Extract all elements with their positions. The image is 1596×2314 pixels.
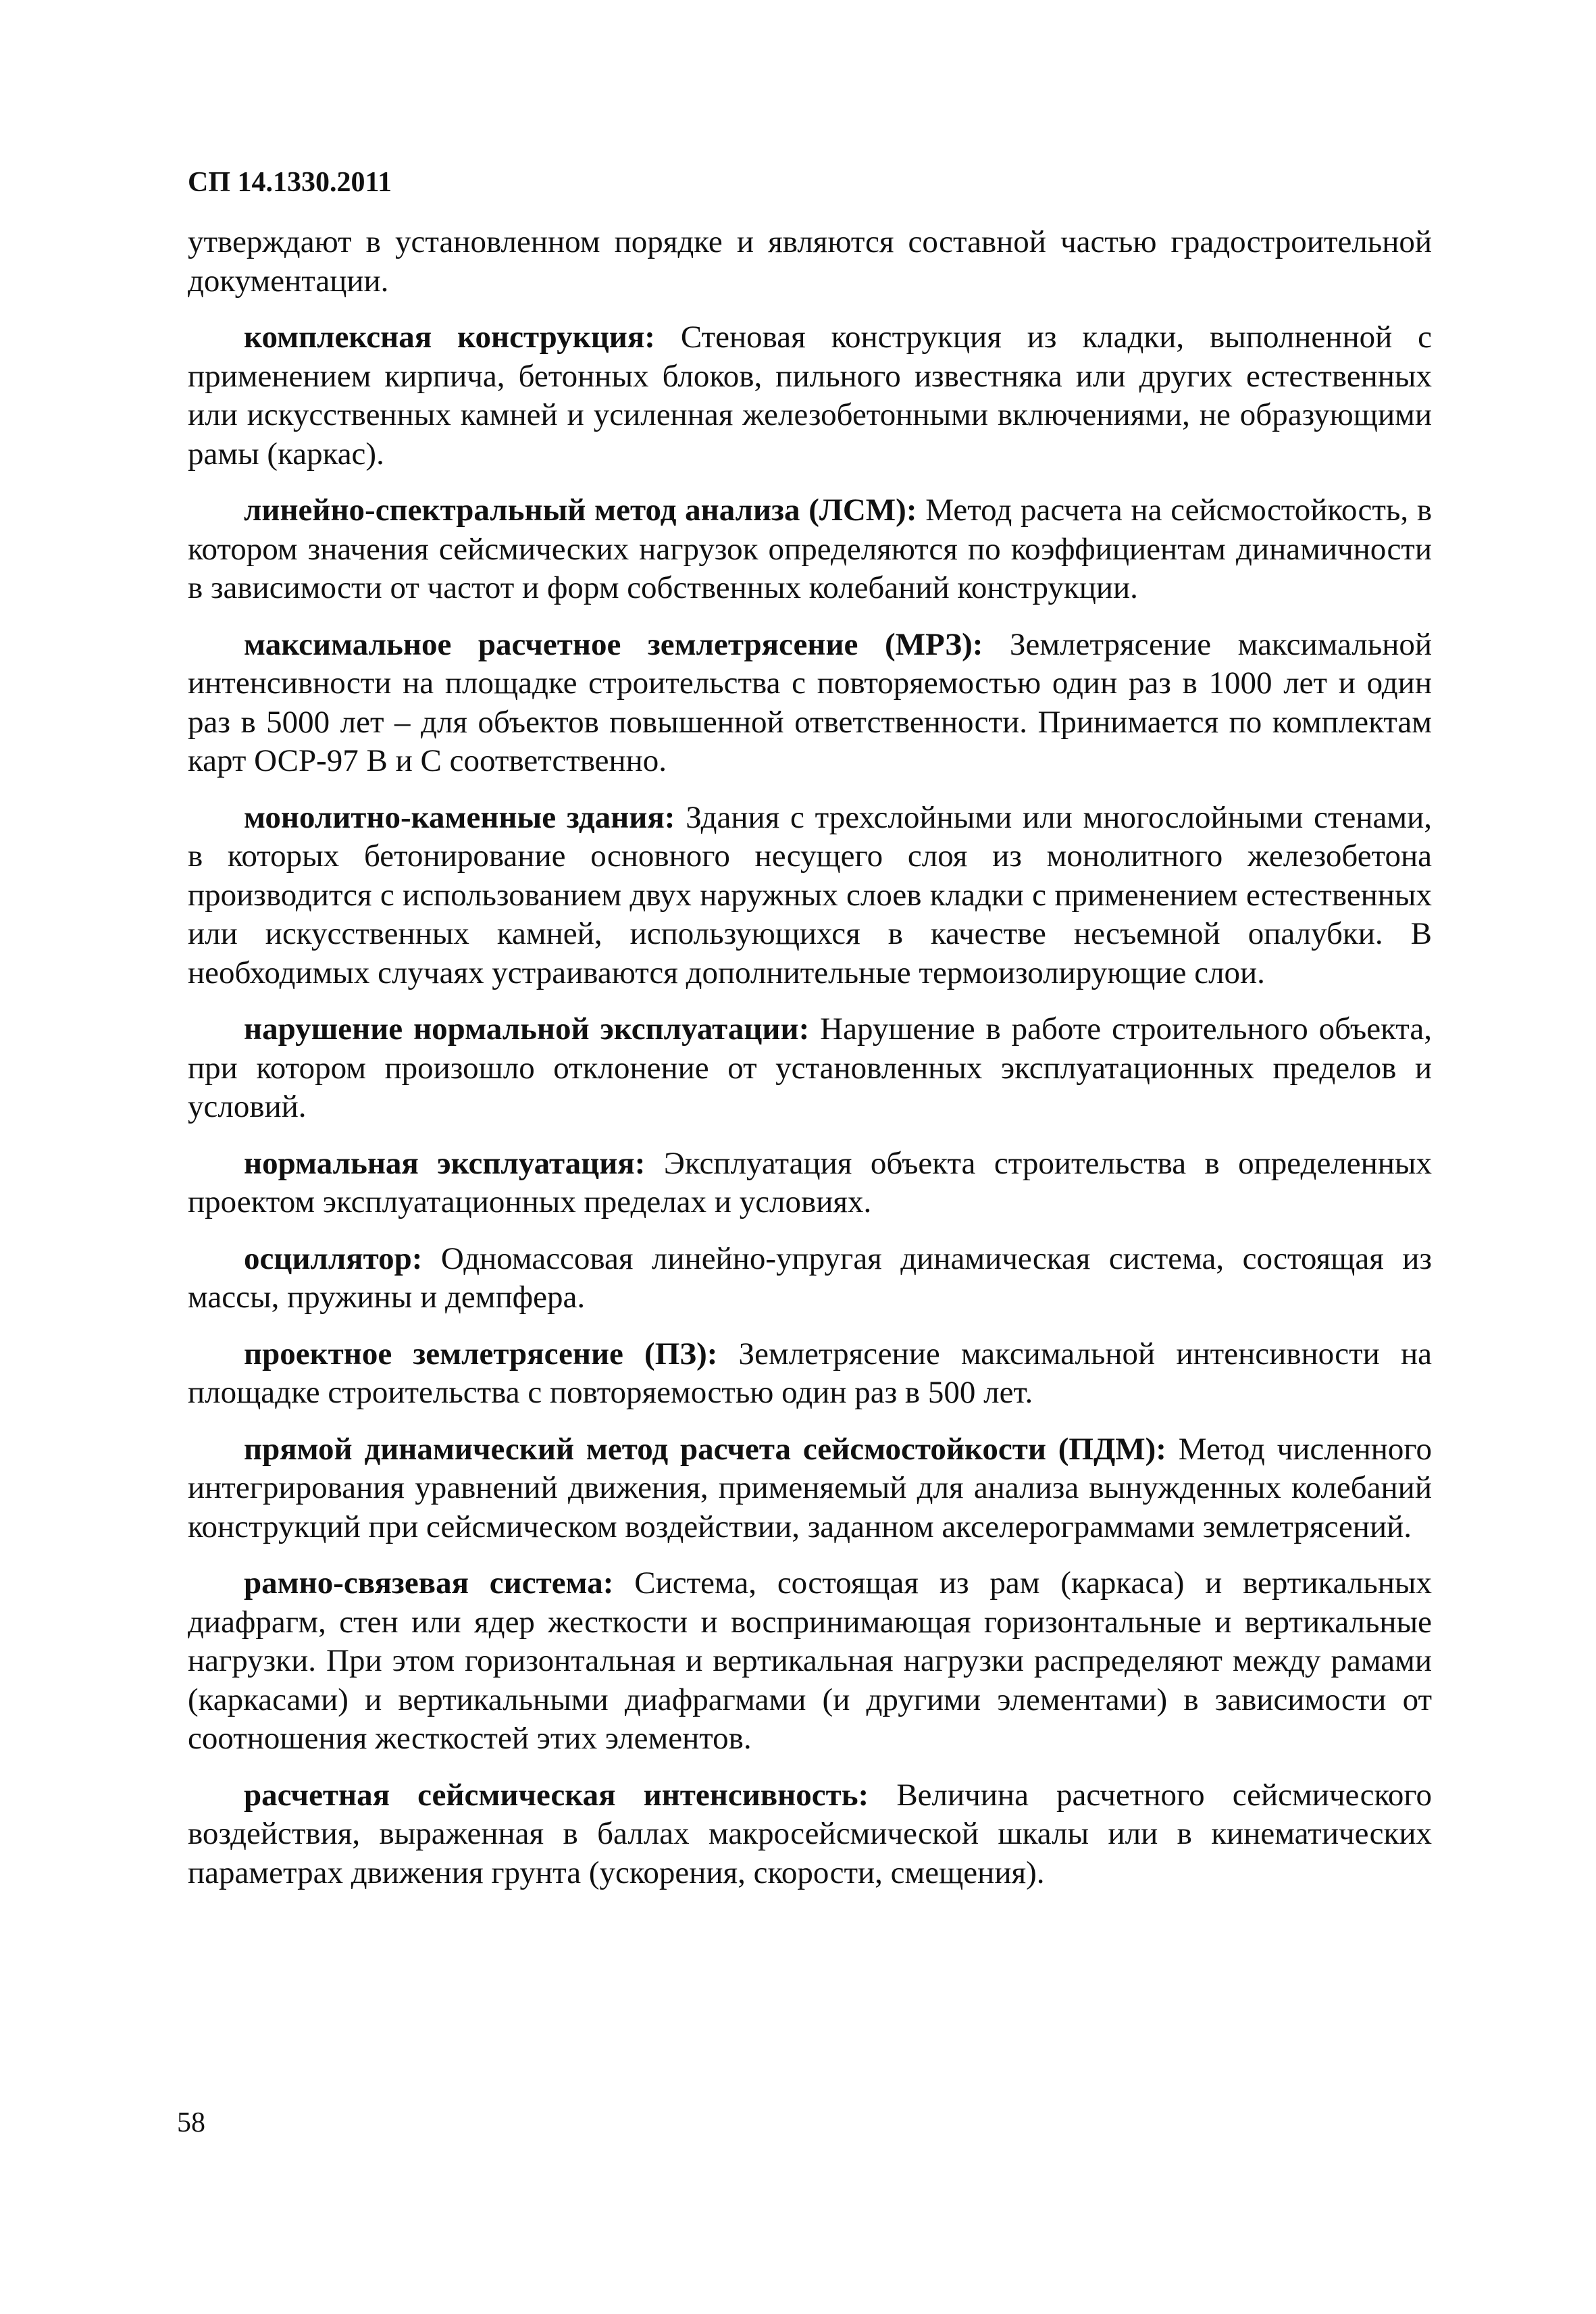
- definition-term: осциллятор:: [244, 1240, 423, 1276]
- paragraph-text: утверждают в установленном порядке и являются составной частью градостроительной документации.: [188, 224, 1432, 299]
- definition-term: монолитно-каменные здания:: [244, 799, 675, 835]
- definition-paragraph: [188, 1776, 1432, 1893]
- definition-text: Здания с трехслойными или многослойными стенами, в которых бетонирование основного несущего слоя из монолитного железобетона производится с использованием двух наружных слоев кладки с применением естественных или искусственных камней, использующихся в качестве несъемной опалубки. В необходимых случаях устраиваются дополнительные термоизолирующие слои.: [188, 799, 1433, 990]
- definition-term: линейно-спектральный метод анализа (ЛСМ):: [244, 493, 917, 528]
- definition-text: Эксплуатация объекта строительства в определенных проектом эксплуатационных пределах и условиях.: [188, 1145, 1433, 1219]
- definition-text: Величина расчетного сейсмического воздействия, выраженная в баллах макросейсмической шкалы или в кинематических параметрах движения грунта (ускорения, скорости, смещения).: [188, 1777, 1432, 1890]
- definition-term: комплексная конструкция:: [244, 320, 655, 355]
- definition-paragraph: [188, 1335, 1432, 1413]
- definition-text: Система, состоящая из рам (каркаса) и вертикальных диафрагм, стен или ядер жесткости и воспринимающая горизонтальные и вертикальные нагрузки. При этом горизонтальная и вертикальная нагрузки распределяют между рамами (каркасами) и вертикальными диафрагмами (и другими элементами) в зависимости от соотношения жесткостей этих элементов.: [188, 1565, 1432, 1756]
- definition-text: Землетрясение максимальной интенсивности на площадке строительства с повторяемостью один раз в 1000 лет и один раз в 5000 лет – для объектов повышенной ответственности. Принимается по комплектам карт ОСР-97 В и С соответственно.: [188, 626, 1432, 778]
- definition-term: прямой динамический метод расчета сейсмостойкости (ПДМ):: [244, 1431, 1166, 1467]
- definition-term: максимальное расчетное землетрясение (МРЗ):: [244, 626, 983, 662]
- definition-paragraph: [188, 491, 1432, 608]
- definition-paragraph: [188, 1010, 1432, 1127]
- document-code-header: СП 14.1330.2011: [188, 167, 392, 198]
- definition-paragraph: [188, 799, 1432, 993]
- definition-text: Нарушение в работе строительного объекта, при котором произошло отклонение от установленных эксплуатационных пределов и условий.: [188, 1011, 1433, 1124]
- definition-term: рамно-связевая система:: [244, 1565, 614, 1601]
- definition-paragraph: [188, 1240, 1432, 1317]
- definition-paragraph: [188, 1564, 1432, 1759]
- definition-term: расчетная сейсмическая интенсивность:: [244, 1777, 869, 1813]
- definition-paragraph: [188, 626, 1432, 781]
- definition-paragraph: [188, 1145, 1432, 1222]
- page-number: 58: [177, 2107, 205, 2138]
- definition-text: Метод численного интегрирования уравнений движения, применяемый для анализа вынужденных колебаний конструкций при сейсмическом воздействии, заданном акселерограммами землетрясений.: [188, 1431, 1433, 1544]
- paragraph-continuation: [188, 223, 1432, 301]
- definition-paragraph: [188, 1430, 1432, 1547]
- definition-text: Одномассовая линейно-упругая динамическая система, состоящая из массы, пружины и демпфера.: [188, 1240, 1432, 1315]
- definition-term: проектное землетрясение (ПЗ):: [244, 1336, 718, 1372]
- definition-text: Стеновая конструкция из кладки, выполненной с применением кирпича, бетонных блоков, пильного известняка или других естественных или искусственных камней и усиленная железобетонными включениями, не образующими рамы (каркас).: [188, 320, 1433, 472]
- definition-paragraph: [188, 318, 1432, 474]
- document-body: [188, 223, 1432, 1910]
- definition-text: Землетрясение максимальной интенсивности на площадке строительства с повторяемостью один раз в 500 лет.: [188, 1336, 1432, 1410]
- definition-term: нормальная эксплуатация:: [244, 1145, 646, 1181]
- definition-text: Метод расчета на сейсмостойкость, в котором значения сейсмических нагрузок определяются по коэффициентам динамичности в зависимости от частот и форм собственных колебаний конструкции.: [188, 493, 1433, 605]
- definition-term: нарушение нормальной эксплуатации:: [244, 1011, 810, 1047]
